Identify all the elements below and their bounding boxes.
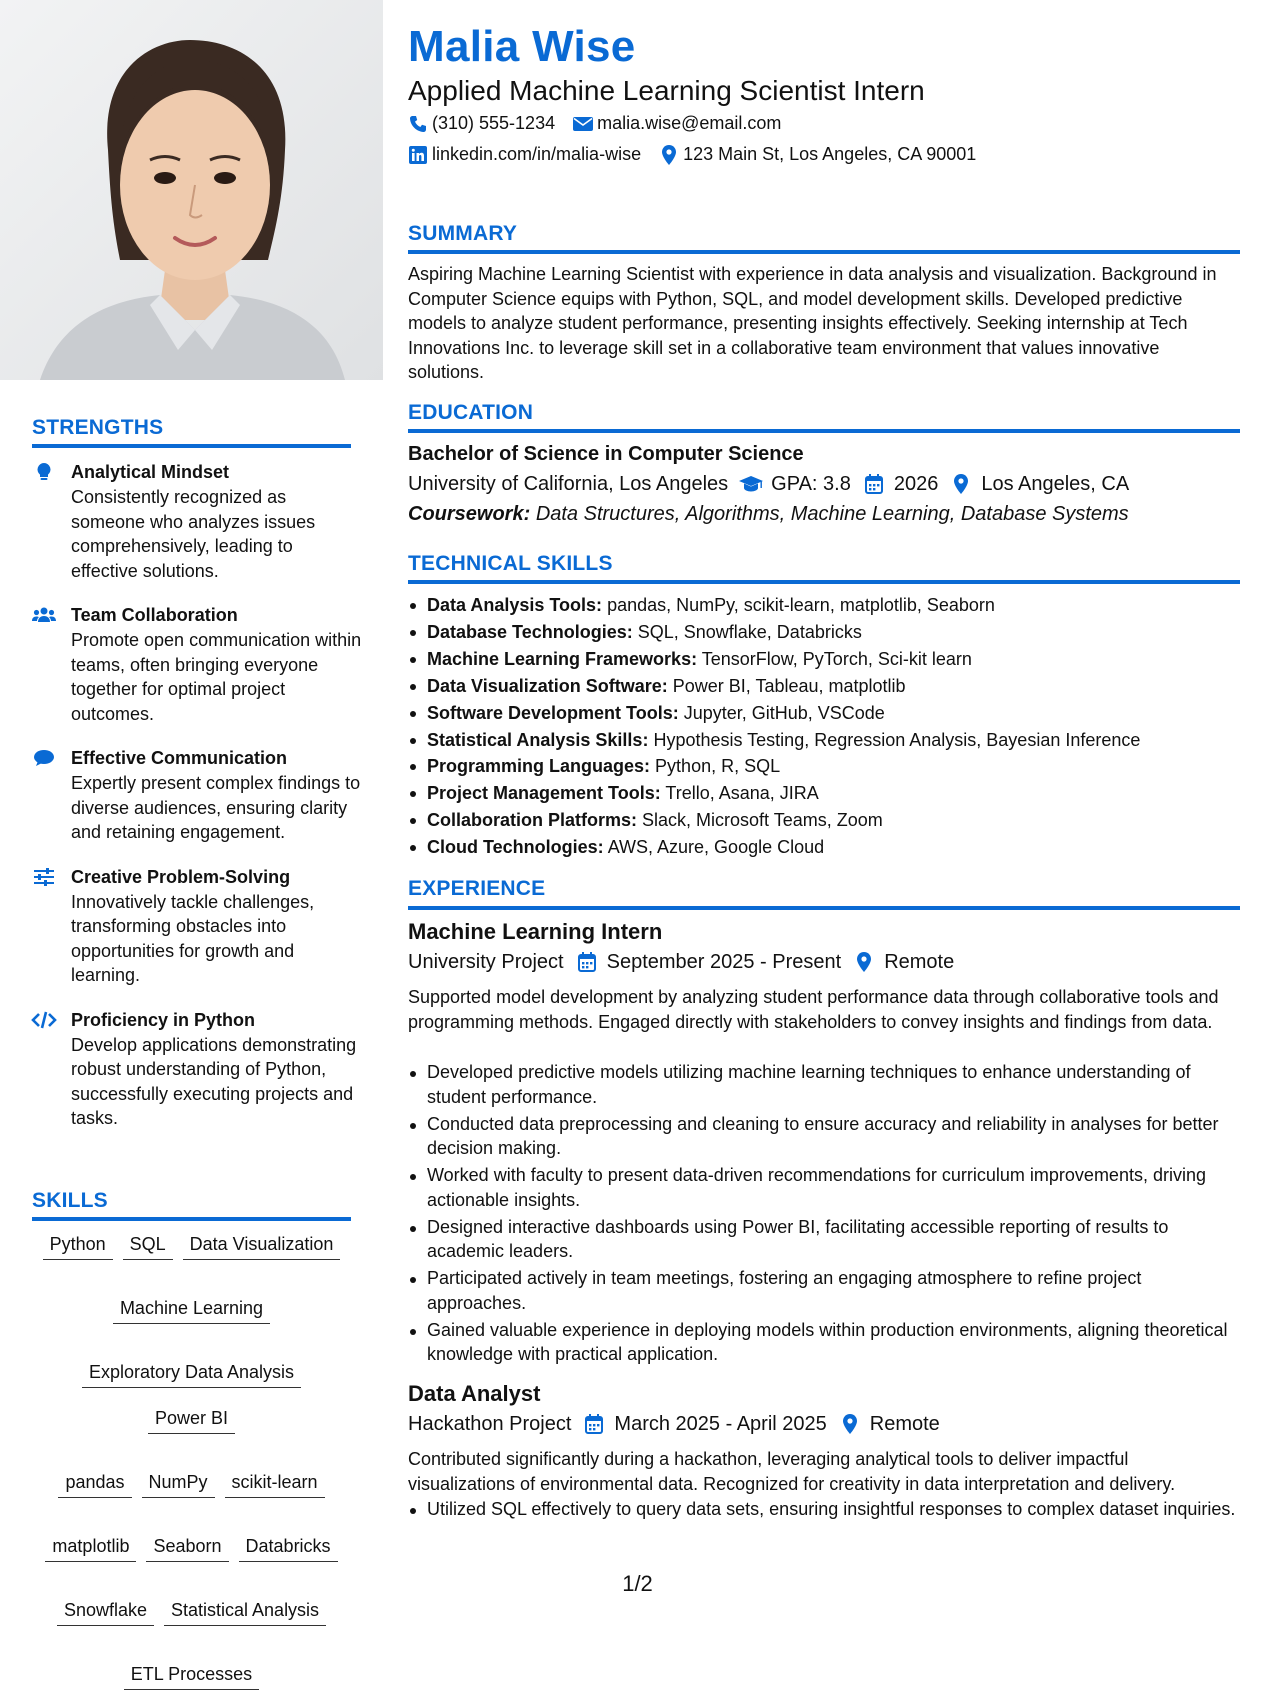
degree-title: Bachelor of Science in Computer Science xyxy=(408,443,804,465)
list-item xyxy=(408,753,1240,780)
sliders-icon xyxy=(33,866,55,888)
skill-values: AWS, Azure, Google Cloud xyxy=(607,837,825,858)
list-item xyxy=(408,807,1240,834)
summary-heading: SUMMARY xyxy=(408,222,518,245)
list-item xyxy=(408,834,1240,861)
skill-chip: Seaborn xyxy=(146,1534,228,1562)
list-item: Gained valuable experience in deploying models within production environments, aligning theoretical knowledge with practical application. xyxy=(408,1318,1240,1367)
calendar-icon xyxy=(575,950,599,974)
comment-icon xyxy=(33,747,55,769)
strength-text: Innovatively tackle challenges, transforming obstacles into opportunities for growth and learning. xyxy=(71,891,315,985)
job-meta xyxy=(408,1412,951,1436)
skill-category: Database Technologies: xyxy=(427,621,633,642)
list-item xyxy=(408,646,1240,673)
skill-chip: Data Visualization xyxy=(183,1232,341,1260)
skill-category: Programming Languages: xyxy=(427,756,651,777)
phone-contact[interactable] xyxy=(408,113,555,134)
map-pin-icon xyxy=(659,145,679,165)
job-org: Hackathon Project xyxy=(408,1412,572,1435)
job-dates: September 2025 - Present xyxy=(606,950,842,973)
skill-chip: Power BI xyxy=(148,1406,235,1434)
job-org: University Project xyxy=(408,950,564,973)
skill-chip: Python xyxy=(43,1232,113,1260)
skills-heading: SKILLS xyxy=(32,1189,108,1212)
skill-values: SQL, Snowflake, Databricks xyxy=(637,621,862,642)
portrait-illustration xyxy=(0,0,383,380)
skill-category: Data Visualization Software: xyxy=(427,675,668,696)
experience-divider xyxy=(408,906,1240,910)
skill-chip: SQL xyxy=(123,1232,173,1260)
list-item xyxy=(408,780,1240,807)
education-heading: EDUCATION xyxy=(408,401,534,424)
calendar-icon xyxy=(862,472,886,496)
list-item: Utilized SQL effectively to query data sets, ensuring insightful responses to complex dataset inquiries. xyxy=(408,1497,1240,1522)
strength-text: Consistently recognized as someone who analyzes issues comprehensively, leading to effective solutions. xyxy=(71,487,316,581)
experience-heading: EXPERIENCE xyxy=(408,877,546,900)
strengths-list xyxy=(32,460,362,1151)
list-item: Worked with faculty to present data-driven recommendations for curriculum improvements, driving actionable insights. xyxy=(408,1163,1240,1212)
linkedin-icon xyxy=(408,145,428,165)
list-item: Designed interactive dashboards using Power BI, facilitating accessible reporting of results to academic leaders. xyxy=(408,1215,1240,1264)
strengths-heading: STRENGTHS xyxy=(32,416,164,439)
strength-title: Creative Problem-Solving xyxy=(71,866,291,887)
street-address: 123 Main St, Los Angeles, CA 90001 xyxy=(683,144,977,164)
list-item: Participated actively in team meetings, fostering an engaging atmosphere to refine project approaches. xyxy=(408,1266,1240,1315)
skill-category: Statistical Analysis Skills: xyxy=(427,729,649,750)
phone-number: (310) 555-1234 xyxy=(432,113,556,133)
strength-item xyxy=(32,460,362,583)
strength-title: Analytical Mindset xyxy=(71,462,230,482)
strength-text: Promote open communication within teams, often bringing everyone together for optimal project outcomes. xyxy=(71,630,362,724)
skill-chip: Machine Learning xyxy=(113,1296,270,1324)
skill-chip: Exploratory Data Analysis xyxy=(82,1360,301,1388)
job-summary: Supported model development by analyzing student performance data through collaborative tools and programming methods. Engaged directly with stakeholders to convey insights and findings from data. xyxy=(408,987,1219,1032)
list-item xyxy=(408,727,1240,754)
skill-chip: NumPy xyxy=(142,1470,215,1498)
strength-title: Effective Communication xyxy=(71,748,288,768)
list-item xyxy=(408,619,1240,646)
skill-chip: Databricks xyxy=(239,1534,338,1562)
linkedin-url: linkedin.com/in/malia-wise xyxy=(432,144,642,164)
strengths-divider xyxy=(32,444,351,448)
strength-item xyxy=(32,603,362,726)
coursework-list: Data Structures, Algorithms, Machine Learning, Database Systems xyxy=(535,503,1129,525)
skill-chip: Snowflake xyxy=(57,1598,154,1626)
candidate-name: Malia Wise xyxy=(408,22,636,71)
skills-chips xyxy=(32,1232,351,1690)
list-item xyxy=(408,592,1240,619)
calendar-icon xyxy=(582,1412,606,1436)
phone-icon xyxy=(408,114,428,134)
gpa: GPA: 3.8 xyxy=(771,472,851,495)
strength-title: Team Collaboration xyxy=(71,605,238,625)
education-meta xyxy=(408,472,1140,496)
profile-photo xyxy=(0,0,383,380)
map-pin-icon xyxy=(949,472,973,496)
technical-skills-list xyxy=(408,592,1240,861)
skill-category: Machine Learning Frameworks: xyxy=(427,648,698,669)
technical-skills-divider xyxy=(408,580,1240,584)
email-address: malia.wise@email.com xyxy=(597,113,782,133)
map-pin-icon xyxy=(838,1412,862,1436)
strength-item xyxy=(32,1008,362,1131)
strength-title: Proficiency in Python xyxy=(71,1009,256,1030)
coursework-label: Coursework: xyxy=(408,503,531,525)
skill-chip: scikit-learn xyxy=(225,1470,325,1498)
graduation-year: 2026 xyxy=(893,472,939,495)
technical-skills-heading: TECHNICAL SKILLS xyxy=(408,552,613,575)
skill-values: Hypothesis Testing, Regression Analysis, Bayesian Inference xyxy=(653,729,1141,750)
linkedin-contact[interactable] xyxy=(408,144,641,165)
job-dates: March 2025 - April 2025 xyxy=(614,1412,827,1435)
job-meta xyxy=(408,950,965,974)
candidate-role: Applied Machine Learning Scientist Intern xyxy=(408,75,925,106)
list-item xyxy=(408,673,1240,700)
school-location: Los Angeles, CA xyxy=(981,472,1130,495)
skill-values: Jupyter, GitHub, VSCode xyxy=(683,702,885,723)
strength-text: Expertly present complex findings to diverse audiences, ensuring clarity and retaining engagement. xyxy=(71,773,361,842)
skill-values: TensorFlow, PyTorch, Sci-kit learn xyxy=(701,648,972,669)
list-item xyxy=(408,700,1240,727)
address-contact xyxy=(659,144,976,165)
list-item: Conducted data preprocessing and cleaning to ensure accuracy and reliability in analyses for better decision making. xyxy=(408,1112,1240,1161)
coursework xyxy=(408,503,1129,526)
strength-item xyxy=(32,865,362,988)
job-title: Machine Learning Intern xyxy=(408,919,663,944)
skill-chip: ETL Processes xyxy=(124,1662,259,1690)
job-bullets xyxy=(408,1060,1240,1370)
job-summary: Contributed significantly during a hackathon, leveraging analytical tools to deliver impactful visualizations of environmental data. Recognized for creativity in data interpretation and delivery. xyxy=(408,1449,1176,1494)
skill-category: Collaboration Platforms: xyxy=(427,810,638,831)
school-name: University of California, Los Angeles xyxy=(408,472,729,495)
graduation-cap-icon xyxy=(739,472,763,496)
skill-chip: pandas xyxy=(58,1470,131,1498)
list-item: Developed predictive models utilizing machine learning techniques to enhance understanding of student performance. xyxy=(408,1060,1240,1109)
skill-category: Software Development Tools: xyxy=(427,702,679,723)
summary-divider xyxy=(408,250,1240,254)
skill-chip: matplotlib xyxy=(45,1534,136,1562)
skill-category: Cloud Technologies: xyxy=(427,837,604,858)
sidebar xyxy=(0,0,383,1684)
job-bullets xyxy=(408,1497,1240,1524)
education-divider xyxy=(408,429,1240,433)
skill-values: Slack, Microsoft Teams, Zoom xyxy=(642,810,883,831)
job-location: Remote xyxy=(884,950,955,973)
skills-divider xyxy=(32,1217,351,1221)
skill-values: Trello, Asana, JIRA xyxy=(665,783,819,804)
map-pin-icon xyxy=(852,950,876,974)
envelope-icon xyxy=(573,114,593,134)
skill-category: Data Analysis Tools: xyxy=(427,595,603,615)
skill-chip: Statistical Analysis xyxy=(164,1598,326,1626)
contact-row-2 xyxy=(408,144,994,165)
strength-item xyxy=(32,746,362,845)
code-icon xyxy=(33,1009,55,1031)
skill-values: Power BI, Tableau, matplotlib xyxy=(672,675,906,696)
page-indicator: 1/2 xyxy=(622,1571,653,1596)
skill-values: pandas, NumPy, scikit-learn, matplotlib, Seaborn xyxy=(607,595,995,615)
job-location: Remote xyxy=(869,1412,940,1435)
contact-row-1 xyxy=(408,113,799,134)
skill-values: Python, R, SQL xyxy=(655,756,781,777)
job-title: Data Analyst xyxy=(408,1381,541,1406)
users-icon xyxy=(33,604,55,626)
skill-category: Project Management Tools: xyxy=(427,783,661,804)
email-contact[interactable] xyxy=(573,113,781,134)
strength-text: Develop applications demonstrating robust understanding of Python, successfully executing projects and tasks. xyxy=(71,1034,357,1128)
summary-text: Aspiring Machine Learning Scientist with experience in data analysis and visualization. Background in Computer Science equips with Python, SQL, and model development skills. Developed predictive models to analyze student performance, presenting insights effectively. Seeking internship at Tech Innovations Inc. to leverage skill set in a collaborative team environment that values innovative solutions. xyxy=(408,264,1217,382)
lightbulb-icon xyxy=(33,461,55,483)
